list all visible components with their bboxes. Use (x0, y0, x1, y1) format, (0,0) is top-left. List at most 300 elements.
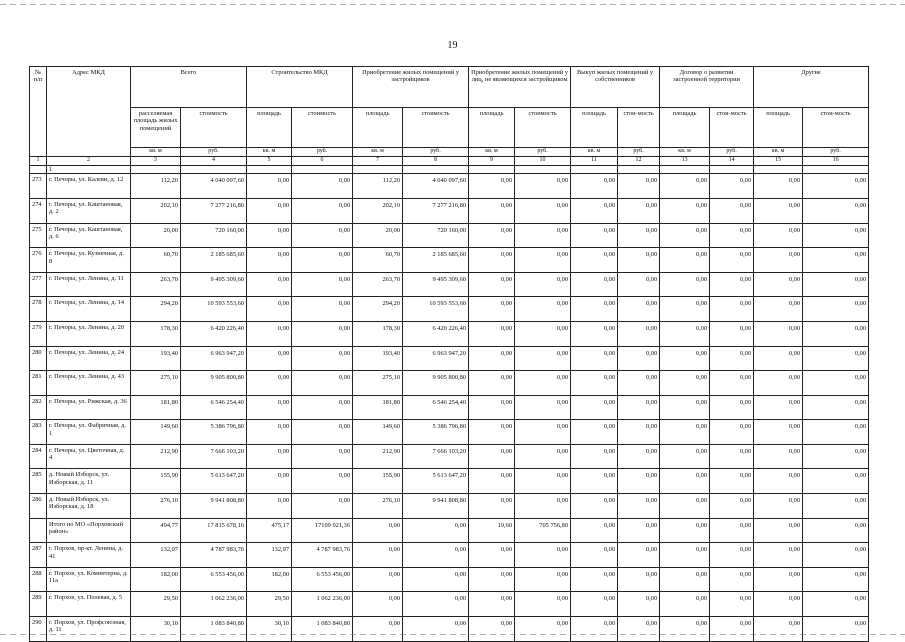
value-cell: 0,00 (618, 248, 660, 273)
value-cell: 0,00 (247, 371, 292, 396)
value-cell: 0,00 (292, 444, 353, 469)
header-column-number: 14 (710, 157, 754, 166)
row-number: 277 (30, 272, 47, 297)
value-cell: 155,90 (131, 469, 181, 494)
address-cell: г. Печоры, ул. Каштановая, д. 2 (47, 198, 131, 223)
row-number (30, 518, 47, 543)
header-column-number: 9 (469, 157, 515, 166)
value-cell: 0,00 (803, 617, 869, 642)
value-cell: 4 040 097,60 (181, 174, 247, 199)
header-subcolumn: стоимость (515, 108, 571, 148)
value-cell: 0,00 (469, 617, 515, 642)
value-cell: 0,00 (292, 420, 353, 445)
value-cell: 0,00 (660, 617, 710, 642)
header-unit: руб. (803, 148, 869, 157)
scan-edge-top (0, 4, 905, 5)
header-group-total: Всего (131, 67, 247, 108)
value-cell: 1 062 236,00 (292, 592, 353, 617)
header-column-number: 3 (131, 157, 181, 166)
value-cell: 0,00 (754, 494, 803, 519)
value-cell: 29,50 (131, 592, 181, 617)
value-cell: 30,10 (131, 617, 181, 642)
value-cell: 0,00 (754, 346, 803, 371)
row-number: 278 (30, 297, 47, 322)
value-cell: 1 062 236,00 (181, 592, 247, 617)
header-row-units (30, 148, 869, 157)
value-cell: 9 495 309,60 (181, 272, 247, 297)
row-number: 281 (30, 371, 47, 396)
value-cell: 6 546 254,40 (181, 395, 247, 420)
header-row-column-numbers (30, 157, 869, 166)
value-cell: 0,00 (247, 297, 292, 322)
header-unit: кв. м (247, 148, 292, 157)
address-cell: г. Печоры, ул. Ленина, д. 43 (47, 371, 131, 396)
value-cell: 2 185 685,60 (403, 248, 469, 273)
value-cell: 0,00 (754, 321, 803, 346)
value-cell: 0,00 (618, 174, 660, 199)
header-group-other: Другие (754, 67, 869, 108)
value-cell: 0,00 (247, 420, 292, 445)
value-cell: 0,00 (660, 198, 710, 223)
value-cell: 5 613 647,20 (181, 469, 247, 494)
value-cell: 6 420 226,40 (403, 321, 469, 346)
value-cell: 182,00 (247, 567, 292, 592)
value-cell: 0,00 (803, 346, 869, 371)
value-cell: 0,00 (515, 494, 571, 519)
value-cell: 0,00 (710, 223, 754, 248)
header-unit: руб. (181, 148, 247, 157)
value-cell: 7 666 103,20 (403, 444, 469, 469)
row-number: 289 (30, 592, 47, 617)
value-cell: 0,00 (754, 543, 803, 568)
table-row (30, 543, 869, 568)
table-row (30, 395, 869, 420)
value-cell: 132,97 (247, 543, 292, 568)
stub-cell (469, 166, 515, 174)
value-cell: 9 941 808,80 (181, 494, 247, 519)
value-cell: 0,00 (247, 248, 292, 273)
value-cell: 0,00 (515, 395, 571, 420)
header-subcolumn: площадь (660, 108, 710, 148)
header-column-number: 11 (571, 157, 618, 166)
value-cell: 0,00 (710, 371, 754, 396)
value-cell: 0,00 (710, 321, 754, 346)
value-cell: 9 495 309,60 (403, 272, 469, 297)
address-cell: г. Печоры, ул. Кузнечная, д. 8 (47, 248, 131, 273)
table-row (30, 223, 869, 248)
value-cell: 0,00 (618, 543, 660, 568)
value-cell: 0,00 (571, 346, 618, 371)
value-cell: 0,00 (803, 543, 869, 568)
value-cell: 0,00 (660, 420, 710, 445)
stub-cell (660, 166, 710, 174)
value-cell: 0,00 (469, 371, 515, 396)
stub-cell (803, 166, 869, 174)
stub-cell (403, 166, 469, 174)
value-cell: 0,00 (353, 518, 403, 543)
address-cell: г. Печоры, ул. Фабричная, д. 1 (47, 420, 131, 445)
value-cell: 0,00 (515, 420, 571, 445)
value-cell: 0,00 (803, 494, 869, 519)
value-cell: 181,80 (131, 395, 181, 420)
table-row (30, 272, 869, 297)
value-cell: 0,00 (710, 420, 754, 445)
value-cell: 0,00 (292, 248, 353, 273)
value-cell: 60,70 (353, 248, 403, 273)
value-cell: 0,00 (247, 272, 292, 297)
value-cell: 0,00 (754, 395, 803, 420)
value-cell: 494,77 (131, 518, 181, 543)
value-cell: 0,00 (803, 518, 869, 543)
value-cell: 0,00 (618, 297, 660, 322)
value-cell: 0,00 (247, 395, 292, 420)
value-cell: 0,00 (618, 223, 660, 248)
value-cell: 30,10 (247, 617, 292, 642)
value-cell: 0,00 (660, 371, 710, 396)
value-cell: 0,00 (803, 223, 869, 248)
stub-cell (181, 166, 247, 174)
value-cell: 0,00 (660, 297, 710, 322)
value-cell: 0,00 (803, 420, 869, 445)
page-number: 19 (447, 40, 458, 51)
header-unit: руб. (515, 148, 571, 157)
value-cell: 5 613 647,20 (403, 469, 469, 494)
value-cell: 182,00 (131, 567, 181, 592)
value-cell: 1 083 840,80 (181, 617, 247, 642)
value-cell: 0,00 (292, 321, 353, 346)
table-row (30, 617, 869, 642)
value-cell: 0,00 (469, 494, 515, 519)
value-cell: 0,00 (754, 174, 803, 199)
value-cell: 212,90 (131, 444, 181, 469)
address-cell: г. Порхов, ул. Профсоюзная, д. 11 (47, 617, 131, 642)
value-cell: 0,00 (292, 198, 353, 223)
value-cell: 0,00 (292, 174, 353, 199)
table-row (30, 469, 869, 494)
header-column-number: 12 (618, 157, 660, 166)
header-group-purchase-non-developers: Приобретение жилых помещений у лиц, не являющихся застройщиком (469, 67, 571, 108)
row-number: 274 (30, 198, 47, 223)
value-cell: 1 083 840,80 (292, 617, 353, 642)
value-cell: 0,00 (710, 174, 754, 199)
header-subcolumn: площадь (469, 108, 515, 148)
value-cell: 0,00 (618, 494, 660, 519)
value-cell: 0,00 (292, 223, 353, 248)
value-cell: 0,00 (469, 198, 515, 223)
value-cell: 212,90 (353, 444, 403, 469)
value-cell: 193,40 (131, 346, 181, 371)
value-cell: 0,00 (571, 617, 618, 642)
value-cell: 0,00 (754, 248, 803, 273)
address-cell: г. Порхов, ул. Коминтерна, д. 11а (47, 567, 131, 592)
header-group-purchase-developers: Приобретение жилых помещений у застройщиков (353, 67, 469, 108)
value-cell: 0,00 (710, 617, 754, 642)
header-subcolumn: стоимость (403, 108, 469, 148)
value-cell: 0,00 (469, 395, 515, 420)
value-cell: 0,00 (803, 444, 869, 469)
value-cell: 193,40 (353, 346, 403, 371)
value-cell: 0,00 (660, 395, 710, 420)
value-cell: 0,00 (403, 543, 469, 568)
value-cell: 0,00 (660, 346, 710, 371)
value-cell: 0,00 (515, 371, 571, 396)
value-cell: 0,00 (660, 321, 710, 346)
value-cell: 0,00 (803, 371, 869, 396)
value-cell: 0,00 (571, 371, 618, 396)
header-unit: кв. м (660, 148, 710, 157)
table-row (30, 494, 869, 519)
value-cell: 0,00 (515, 543, 571, 568)
row-number: 288 (30, 567, 47, 592)
value-cell: 263,70 (353, 272, 403, 297)
value-cell: 0,00 (803, 321, 869, 346)
value-cell: 0,00 (247, 346, 292, 371)
value-cell: 0,00 (710, 469, 754, 494)
stub-cell (710, 166, 754, 174)
value-cell: 0,00 (660, 223, 710, 248)
value-cell: 10 593 553,60 (403, 297, 469, 322)
value-cell: 0,00 (247, 321, 292, 346)
value-cell: 0,00 (469, 346, 515, 371)
value-cell: 178,30 (131, 321, 181, 346)
header-row-number: № п/п (30, 67, 47, 157)
value-cell: 0,00 (469, 444, 515, 469)
value-cell: 275,10 (353, 371, 403, 396)
value-cell: 10 593 553,60 (181, 297, 247, 322)
header-unit: кв. м (754, 148, 803, 157)
value-cell: 4 787 983,76 (292, 543, 353, 568)
value-cell: 0,00 (803, 198, 869, 223)
value-cell: 149,60 (131, 420, 181, 445)
value-cell: 0,00 (515, 272, 571, 297)
table-row (30, 567, 869, 592)
header-unit: руб. (618, 148, 660, 157)
address-cell: г. Порхов, ул. Полевая, д. 5 (47, 592, 131, 617)
value-cell: 9 905 800,80 (181, 371, 247, 396)
table-row (30, 592, 869, 617)
value-cell: 0,00 (754, 198, 803, 223)
value-cell: 0,00 (618, 321, 660, 346)
value-cell: 0,00 (571, 444, 618, 469)
table-row (30, 198, 869, 223)
row-number: 285 (30, 469, 47, 494)
stub-cell (754, 166, 803, 174)
value-cell: 155,90 (353, 469, 403, 494)
value-cell: 202,10 (353, 198, 403, 223)
address-cell: г. Печоры, ул. Ленина, д. 24 (47, 346, 131, 371)
value-cell: 0,00 (618, 420, 660, 445)
header-column-number: 10 (515, 157, 571, 166)
value-cell: 0,00 (618, 395, 660, 420)
value-cell: 720 160,00 (181, 223, 247, 248)
value-cell: 0,00 (660, 518, 710, 543)
value-cell: 6 963 947,20 (403, 346, 469, 371)
value-cell: 0,00 (660, 469, 710, 494)
value-cell: 0,00 (618, 518, 660, 543)
address-cell: Итого по МО «Порховский район» (47, 518, 131, 543)
address-cell: г. Порхов, пр-кт. Ленина, д. 41 (47, 543, 131, 568)
value-cell: 6 963 947,20 (181, 346, 247, 371)
value-cell: 0,00 (754, 518, 803, 543)
value-cell: 9 905 800,80 (403, 371, 469, 396)
stub-cell (131, 166, 181, 174)
header-column-number: 5 (247, 157, 292, 166)
value-cell: 29,50 (247, 592, 292, 617)
value-cell: 6 553 456,00 (181, 567, 247, 592)
value-cell: 0,00 (515, 223, 571, 248)
value-cell: 0,00 (247, 198, 292, 223)
value-cell: 263,70 (131, 272, 181, 297)
scan-edge-bottom (0, 634, 905, 635)
value-cell: 0,00 (247, 494, 292, 519)
value-cell: 0,00 (469, 248, 515, 273)
value-cell: 0,00 (803, 395, 869, 420)
value-cell: 0,00 (710, 567, 754, 592)
value-cell: 0,00 (403, 518, 469, 543)
value-cell: 0,00 (803, 567, 869, 592)
header-address: Адрес МКД (47, 67, 131, 157)
table-row (30, 371, 869, 396)
value-cell: 0,00 (469, 420, 515, 445)
value-cell: 0,00 (710, 297, 754, 322)
value-cell: 0,00 (353, 567, 403, 592)
value-cell: 0,00 (292, 297, 353, 322)
value-cell: 0,00 (515, 444, 571, 469)
value-cell: 0,00 (292, 272, 353, 297)
value-cell: 0,00 (660, 494, 710, 519)
value-cell: 0,00 (803, 297, 869, 322)
value-cell: 0,00 (710, 494, 754, 519)
value-cell: 0,00 (571, 543, 618, 568)
value-cell: 0,00 (754, 223, 803, 248)
value-cell: 178,30 (353, 321, 403, 346)
value-cell: 294,20 (131, 297, 181, 322)
table-row (30, 321, 869, 346)
header-unit: кв. м (469, 148, 515, 157)
table-row (30, 248, 869, 273)
table-row (30, 346, 869, 371)
value-cell: 0,00 (754, 592, 803, 617)
value-cell: 0,00 (571, 592, 618, 617)
header-group-construction: Строительство МКД (247, 67, 353, 108)
row-number: 275 (30, 223, 47, 248)
value-cell: 0,00 (515, 321, 571, 346)
stub-cell (30, 166, 47, 174)
value-cell: 705 756,80 (515, 518, 571, 543)
value-cell: 4 787 983,76 (181, 543, 247, 568)
value-cell: 0,00 (660, 174, 710, 199)
header-subcolumn: стои-мость (803, 108, 869, 148)
value-cell: 0,00 (247, 444, 292, 469)
value-cell: 181,80 (353, 395, 403, 420)
address-cell: г. Печоры, ул. Калеви, д. 12 (47, 174, 131, 199)
value-cell: 0,00 (469, 543, 515, 568)
value-cell: 0,00 (469, 469, 515, 494)
stub-cell (353, 166, 403, 174)
value-cell: 0,00 (247, 174, 292, 199)
row-number: 282 (30, 395, 47, 420)
value-cell: 0,00 (571, 297, 618, 322)
stub-cell (618, 166, 660, 174)
row-number: 284 (30, 444, 47, 469)
value-cell: 6 546 254,40 (403, 395, 469, 420)
value-cell: 275,10 (131, 371, 181, 396)
header-row-groups (30, 67, 869, 108)
value-cell: 60,70 (131, 248, 181, 273)
value-cell: 0,00 (710, 248, 754, 273)
table-row-subtotal (30, 518, 869, 543)
row-number: 283 (30, 420, 47, 445)
value-cell: 2 185 685,60 (181, 248, 247, 273)
table-row (30, 420, 869, 445)
header-subcolumn: стоимость (292, 108, 353, 148)
value-cell: 0,00 (469, 567, 515, 592)
value-cell: 0,00 (618, 469, 660, 494)
header-subcolumn: стои-мость (710, 108, 754, 148)
value-cell: 0,00 (469, 592, 515, 617)
value-cell: 0,00 (403, 592, 469, 617)
header-group-buyout: Выкуп жилых помещений у собственников (571, 67, 660, 108)
value-cell: 0,00 (292, 371, 353, 396)
value-cell: 6 420 226,40 (181, 321, 247, 346)
value-cell: 0,00 (754, 567, 803, 592)
address-cell: д. Новый Изборск, ул. Изборская, д. 18 (47, 494, 131, 519)
value-cell: 6 553 456,00 (292, 567, 353, 592)
value-cell: 0,00 (571, 420, 618, 445)
header-subcolumn: стоимость (181, 108, 247, 148)
value-cell: 0,00 (710, 198, 754, 223)
header-subcolumn: площадь (571, 108, 618, 148)
value-cell: 276,10 (131, 494, 181, 519)
value-cell: 0,00 (292, 395, 353, 420)
value-cell: 5 386 796,80 (181, 420, 247, 445)
value-cell: 19,60 (469, 518, 515, 543)
value-cell: 0,00 (403, 617, 469, 642)
value-cell: 112,20 (353, 174, 403, 199)
value-cell: 0,00 (660, 248, 710, 273)
value-cell: 276,10 (353, 494, 403, 519)
value-cell: 0,00 (803, 248, 869, 273)
value-cell: 0,00 (515, 248, 571, 273)
value-cell: 0,00 (292, 494, 353, 519)
table-row (30, 297, 869, 322)
value-cell: 0,00 (710, 518, 754, 543)
value-cell: 0,00 (618, 346, 660, 371)
value-cell: 0,00 (292, 346, 353, 371)
value-cell: 0,00 (660, 543, 710, 568)
header-unit: руб. (710, 148, 754, 157)
header-unit: руб. (403, 148, 469, 157)
value-cell: 0,00 (710, 592, 754, 617)
header-subcolumn: площадь (247, 108, 292, 148)
value-cell: 0,00 (247, 223, 292, 248)
header-unit: кв. м (353, 148, 403, 157)
table-row (30, 174, 869, 199)
value-cell: 0,00 (292, 469, 353, 494)
value-cell: 0,00 (571, 321, 618, 346)
value-cell: 0,00 (660, 592, 710, 617)
value-cell: 0,00 (618, 617, 660, 642)
value-cell: 202,10 (131, 198, 181, 223)
stub-cell (292, 166, 353, 174)
value-cell: 0,00 (803, 469, 869, 494)
header-column-number: 7 (353, 157, 403, 166)
value-cell: 0,00 (571, 395, 618, 420)
value-cell: 0,00 (515, 567, 571, 592)
value-cell: 7 666 103,20 (181, 444, 247, 469)
value-cell: 0,00 (754, 420, 803, 445)
value-cell: 7 277 216,80 (181, 198, 247, 223)
